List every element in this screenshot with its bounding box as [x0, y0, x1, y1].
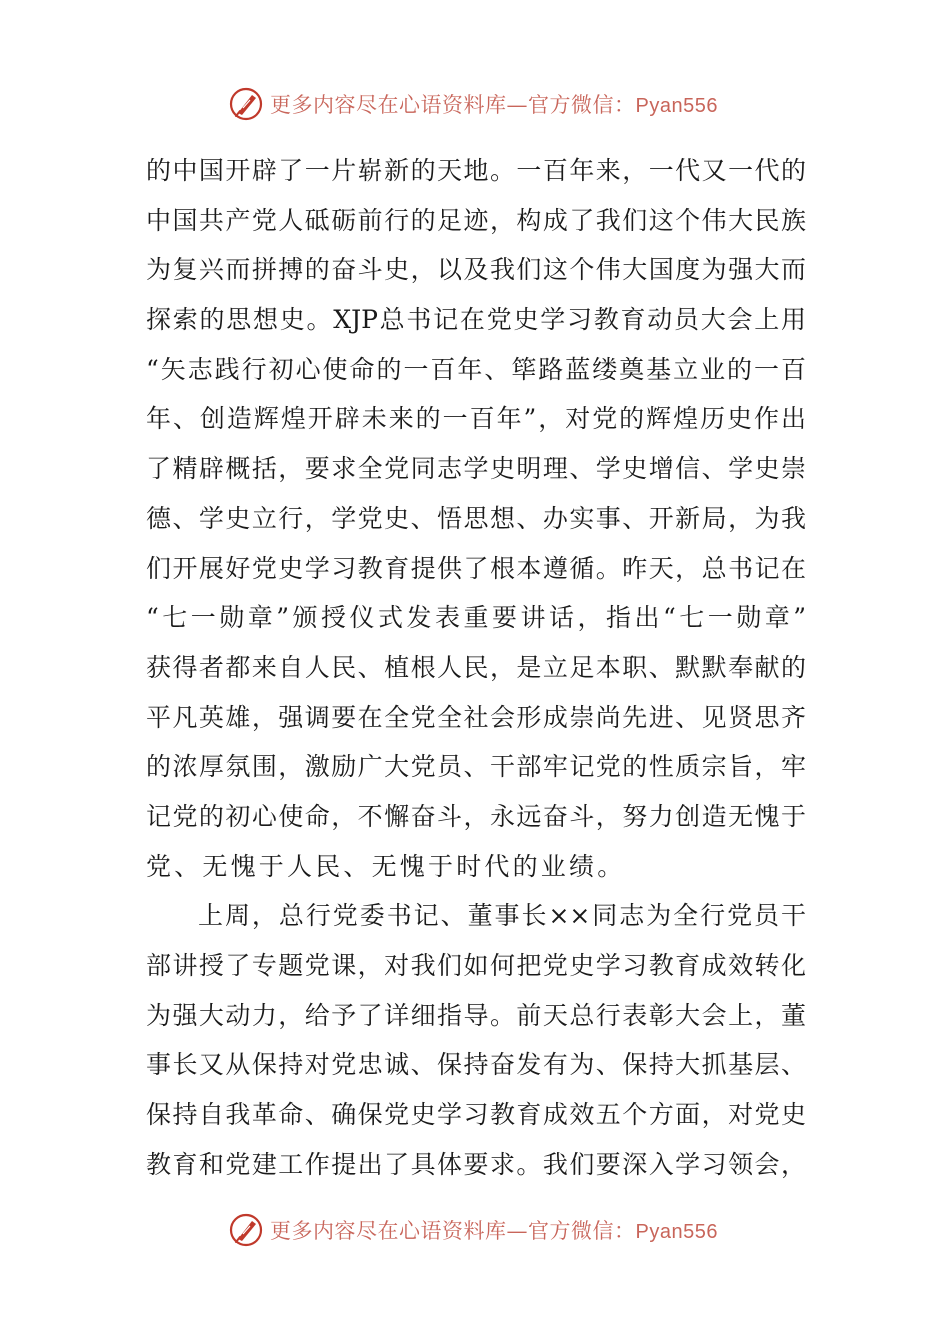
watermark-text: 更多内容尽在心语资料库—官方微信：Pyan556	[270, 93, 718, 117]
text-line: 了精辟概括，要求全党同志学史明理、学史增信、学史崇	[146, 454, 806, 484]
text-line: 的中国开辟了一片崭新的天地。一百年来，一代又一代的	[146, 156, 806, 185]
watermark-text: 更多内容尽在心语资料库—官方微信：Pyan556	[270, 1219, 718, 1243]
text-line: 事长又从保持对党忠诚、保持奋发有为、保持大抓基层、	[146, 1050, 806, 1080]
paragraph-2	[146, 891, 806, 1189]
text-line: 为强大动力，给予了详细指导。前天总行表彰大会上，董	[146, 1000, 806, 1030]
document-body	[146, 146, 806, 1189]
text-line: 探索的思想史。XJP总书记在党史学习教育动员大会上用	[146, 305, 806, 335]
text-line: 上周，总行党委书记、董事长××同志为全行党员干	[198, 901, 806, 931]
text-line: 获得者都来自人民、植根人民，是立足本职、默默奉献的	[146, 652, 806, 682]
text-line: 教育和党建工作提出了具体要求。我们要深入学习领会，	[146, 1149, 806, 1179]
text-line: “矢志践行初心使命的一百年、筚路蓝缕奠基立业的一百	[146, 354, 806, 384]
text-line: 部讲授了专题党课，对我们如何把党史学习教育成效转化	[146, 951, 806, 980]
quill-logo-icon	[228, 86, 264, 122]
footer-watermark	[228, 1210, 748, 1250]
text-line: 的浓厚氛围，激励广大党员、干部牢记党的性质宗旨，牢	[146, 752, 806, 782]
text-line: “七一勋章”颁授仪式发表重要讲话，指出“七一勋章”	[146, 603, 806, 633]
quill-logo-icon	[228, 1212, 264, 1248]
text-line: 保持自我革命、确保党史学习教育成效五个方面，对党史	[146, 1100, 806, 1130]
paragraph-1	[146, 146, 806, 891]
text-line: 德、学史立行，学党史、悟思想、办实事、开新局，为我	[146, 503, 806, 533]
text-line: 记党的初心使命，不懈奋斗，永远奋斗，努力创造无愧于	[146, 801, 806, 831]
text-line: 中国共产党人砥砺前行的足迹，构成了我们这个伟大民族	[146, 205, 806, 235]
text-line: 平凡英雄，强调要在全党全社会形成崇尚先进、见贤思齐	[146, 702, 806, 732]
text-line: 们开展好党史学习教育提供了根本遵循。昨天，总书记在	[146, 553, 806, 583]
text-line: 为复兴而拼搏的奋斗史，以及我们这个伟大国度为强大而	[146, 255, 806, 285]
text-line: 年、创造辉煌开辟未来的一百年”，对党的辉煌历史作出	[146, 404, 806, 434]
text-line: 党、无愧于人民、无愧于时代的业绩。	[146, 851, 626, 881]
header-watermark	[228, 84, 748, 124]
